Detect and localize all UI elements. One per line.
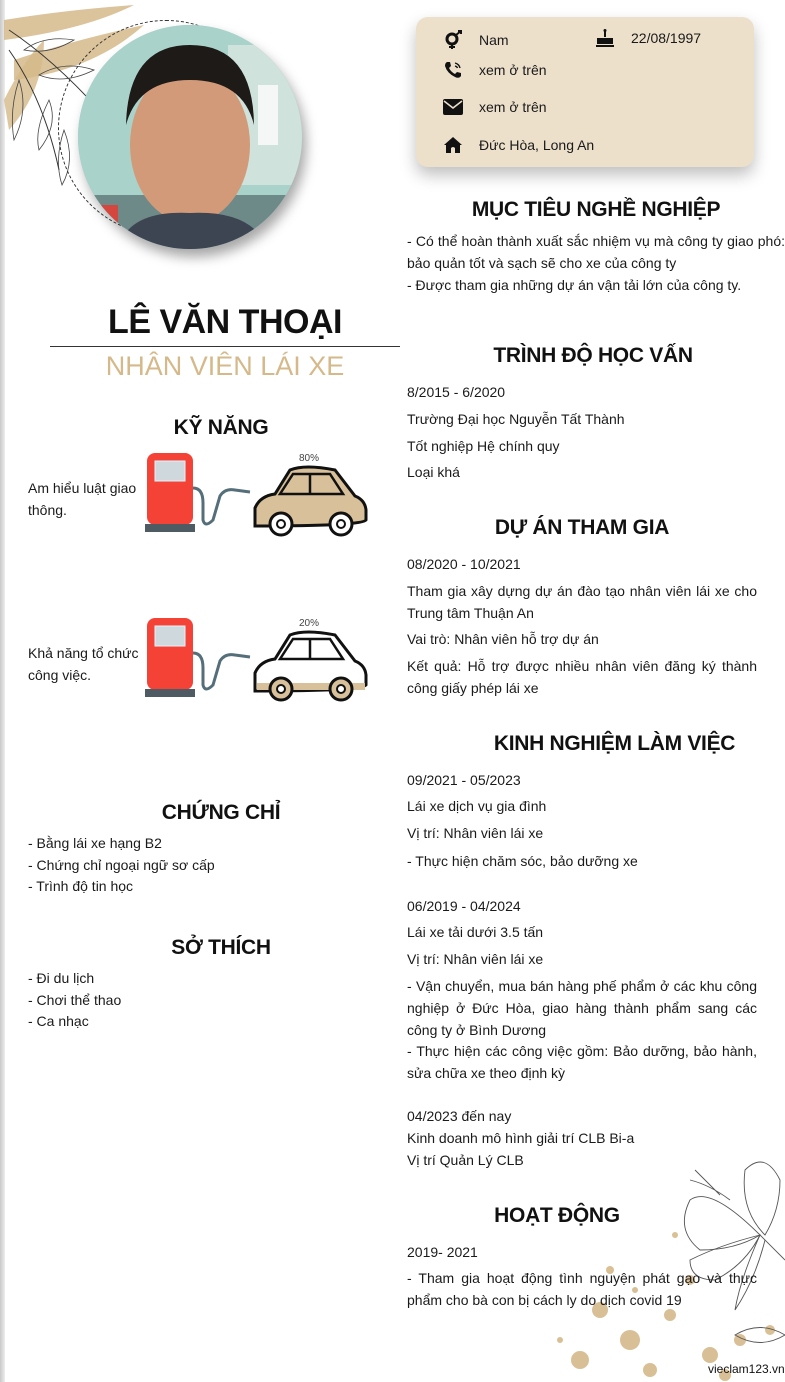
activities-heading: HOẠT ĐỘNG: [494, 1204, 620, 1227]
avatar: [78, 25, 302, 249]
education-heading: TRÌNH ĐỘ HỌC VẤN: [493, 344, 693, 367]
skill-meter-1: [145, 448, 370, 538]
certificate-item: - Chứng chỉ ngoại ngữ sơ cấp: [28, 856, 215, 873]
address-row: [442, 134, 594, 156]
email-row: [442, 96, 547, 118]
fuel-pump-car-icon: [145, 613, 370, 703]
activities-details: - Tham gia hoạt động tình nguyện phát gạo và thực phẩm cho bà con bị cách ly do dịch covid 19: [407, 1270, 757, 1308]
name-block: [50, 300, 400, 383]
certificate-item: - Bằng lái xe hạng B2: [28, 835, 162, 851]
project-description: Tham gia xây dựng dự án đào tạo nhân viên lái xe cho Trung tâm Thuận An: [407, 583, 757, 621]
mail-icon: [442, 96, 464, 118]
education-degree: Tốt nghiệp Hệ chính quy: [407, 438, 560, 454]
career-goal-line-2: - Được tham gia những dự án vận tải lớn của công ty.: [407, 277, 742, 293]
job-2-details-2: - Thực hiện các công việc gồm: Bảo dưỡng, bảo hành, sửa chữa xe theo định kỳ: [407, 1043, 757, 1081]
skill-percent-1: 80%: [299, 453, 320, 464]
projects-heading: DỰ ÁN THAM GIA: [494, 516, 670, 539]
education-school: Trường Đại học Nguyễn Tất Thành: [407, 411, 625, 427]
hobbies-list: [28, 968, 121, 1033]
footer-brand: vieclam123.vn: [708, 1362, 785, 1376]
job-1-period: 09/2021 - 05/2023: [407, 772, 521, 788]
hobby-item: - Đi du lịch: [28, 970, 95, 986]
phone-row: [442, 59, 547, 81]
job-2-company: Lái xe tải dưới 3.5 tấn: [407, 924, 544, 940]
gender-value: Nam: [479, 32, 509, 48]
project-result: Kết quả: Hỗ trợ được nhiều nhân viên đăng ký thành công giấy phép lái xe: [407, 658, 757, 696]
phone-icon: [442, 59, 464, 81]
job-3-period: 04/2023 đến nay: [407, 1108, 512, 1124]
gender-row: [442, 29, 509, 51]
birthday-row: [594, 27, 701, 49]
job-1-position: Vị trí: Nhân viên lái xe: [407, 825, 544, 841]
education-grade: Loại khá: [407, 464, 460, 480]
skill-percent-2: 20%: [299, 618, 320, 629]
project-period: 08/2020 - 10/2021: [407, 556, 521, 572]
skill-label-1: Am hiểu luật giao thông.: [28, 480, 137, 518]
hobby-item: - Ca nhạc: [28, 1013, 89, 1029]
job-3-company: Kinh doanh mô hình giải trí CLB Bi-a: [407, 1130, 635, 1146]
skill-meter-2: [145, 613, 370, 703]
job-1-details: - Thực hiện chăm sóc, bảo dưỡng xe: [407, 853, 638, 869]
job-3-position: Vị trí Quản Lý CLB: [407, 1152, 524, 1168]
skill-label-2: Khả năng tổ chức công việc.: [28, 645, 139, 683]
home-icon: [442, 134, 464, 156]
education-period: 8/2015 - 6/2020: [407, 384, 506, 400]
certificate-item: - Trình độ tin học: [28, 878, 134, 894]
phone-value: xem ở trên: [479, 62, 547, 78]
birthday-cake-icon: [594, 27, 616, 49]
page-edge-shadow: [0, 0, 5, 1382]
career-goal-line-1: - Có thể hoàn thành xuất sắc nhiệm vụ mà công ty giao phó: bảo quản tốt và sạch sẽ cho xe của công ty: [407, 233, 785, 271]
activities-period: 2019- 2021: [407, 1244, 478, 1260]
job-2-position: Vị trí: Nhân viên lái xe: [407, 951, 544, 967]
skills-heading: KỸ NĂNG: [173, 416, 269, 439]
full-name: LÊ VĂN THOẠI: [108, 303, 342, 341]
name-divider: [50, 346, 400, 347]
fuel-pump-car-icon: [145, 448, 370, 538]
certificates-heading: CHỨNG CHỈ: [161, 801, 281, 824]
job-2-period: 06/2019 - 04/2024: [407, 898, 521, 914]
job-1-company: Lái xe dịch vụ gia đình: [407, 798, 547, 814]
birthday-value: 22/08/1997: [631, 30, 702, 46]
address-value: Đức Hòa, Long An: [479, 137, 595, 153]
job-title: NHÂN VIÊN LÁI XE: [105, 351, 345, 381]
career-goal-heading: MỤC TIÊU NGHỀ NGHIỆP: [471, 198, 721, 221]
certificates-list: [28, 833, 215, 898]
email-value: xem ở trên: [479, 99, 547, 115]
hobby-item: - Chơi thể thao: [28, 991, 122, 1008]
job-2-details: - Vận chuyển, mua bán hàng phế phẩm ở các khu công nghiệp ở Đức Hòa, giao hàng thành phẩm sang các công ty ở Bình Dương: [407, 978, 757, 1038]
project-role: Vai trò: Nhân viên hỗ trợ dự án: [407, 631, 599, 647]
gender-icon: [442, 29, 464, 51]
hobbies-heading: SỞ THÍCH: [171, 936, 271, 959]
experience-heading: KINH NGHIỆM LÀM VIỆC: [493, 732, 736, 755]
contact-card: [416, 17, 754, 167]
